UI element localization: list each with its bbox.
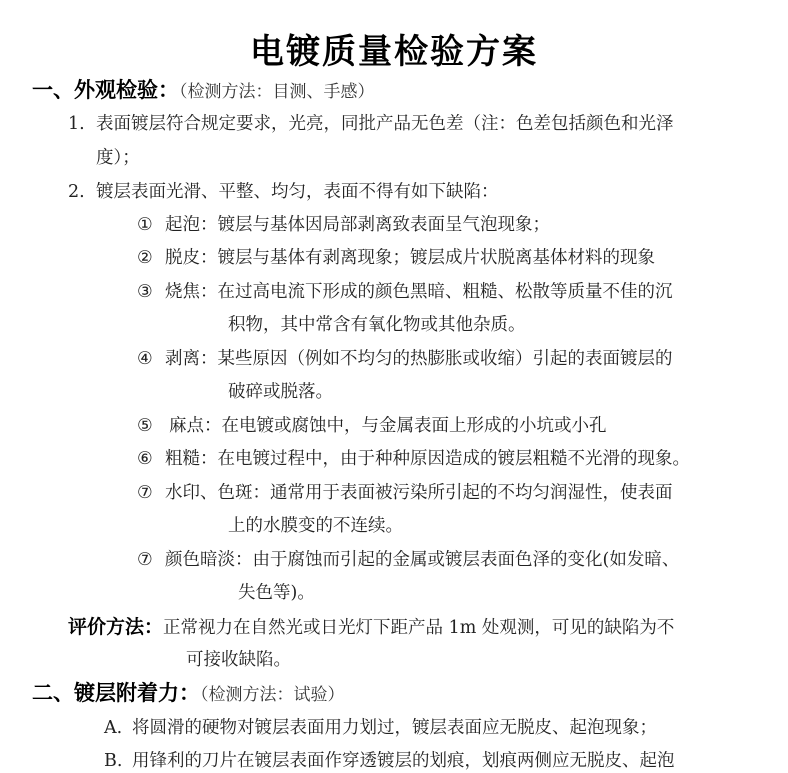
defect-item-2	[137, 246, 655, 270]
defect-item-3	[137, 280, 673, 304]
section2-heading-row	[32, 681, 345, 707]
defect-marker: ①	[137, 215, 153, 235]
defect-item-1	[137, 213, 550, 237]
defect-item-4-cont: 破碎或脱落。	[228, 382, 333, 402]
section1-heading-row	[32, 78, 375, 104]
defect-marker: ⑦	[137, 483, 153, 503]
defect-desc: 在过高电流下形成的颜色黑暗、粗糙、松散等质量不佳的沉	[217, 282, 673, 302]
item-text: 用锋利的刀片在镀层表面作穿透镀层的划痕，划痕两侧应无脱皮、起泡	[132, 751, 675, 771]
defect-name: 起泡：	[165, 215, 218, 235]
document-title: 电镀质量检验方案	[250, 32, 538, 72]
section2-method: （检测方法：试验）	[200, 685, 345, 705]
item-letter: A.	[104, 718, 123, 738]
defect-item-8	[137, 548, 679, 572]
defect-desc: 通常用于表面被污染所引起的不均匀润湿性，使表面	[270, 483, 673, 503]
defect-item-4	[137, 347, 673, 371]
item-letter: B.	[104, 751, 123, 771]
defect-marker: ⑤	[137, 416, 153, 436]
defect-item-7-cont: 上的水膜变的不连续。	[228, 516, 403, 536]
defect-name: 颜色暗淡：	[165, 550, 253, 570]
item-text: 将圆滑的硬物对镀层表面用力划过，镀层表面应无脱皮、起泡现象；	[132, 718, 657, 738]
item-number: 1.	[68, 114, 85, 134]
defect-name: 剥离：	[165, 349, 218, 369]
defect-item-7	[137, 481, 673, 505]
defect-name: 水印、色斑：	[165, 483, 270, 503]
section2-item-b	[104, 749, 675, 773]
defect-item-8-cont: 失色等)。	[238, 583, 315, 603]
defect-item-5	[137, 414, 607, 438]
evaluation-label: 评价方法：	[68, 616, 164, 638]
section1-item-1-cont: 度）；	[96, 148, 140, 168]
defect-desc: 镀层与基体因局部剥离致表面呈气泡现象；	[217, 215, 550, 235]
defect-marker: ④	[137, 349, 153, 369]
item-text: 镀层表面光滑、平整、均匀，表面不得有如下缺陷：	[96, 182, 499, 202]
defect-item-6	[137, 447, 690, 471]
evaluation-cont: 可接收缺陷。	[186, 650, 291, 670]
defect-marker: ⑥	[137, 449, 153, 469]
defect-desc: 某些原因（例如不均匀的热膨胀或收缩）引起的表面镀层的	[217, 349, 673, 369]
evaluation-text: 正常视力在自然光或日光灯下距产品 1m 处观测，可见的缺陷为不	[163, 618, 675, 638]
defect-desc: 镀层与基体有剥离现象；镀层成片状脱离基体材料的现象	[217, 248, 655, 268]
section1-heading: 一、外观检验：	[32, 78, 179, 102]
defect-desc: 在电镀或腐蚀中，与金属表面上形成的小坑或小孔	[221, 416, 607, 436]
section1-method: （检测方法：目测、手感）	[179, 82, 375, 102]
defect-marker: ⑦	[137, 550, 153, 570]
defect-name: 脱皮：	[165, 248, 218, 268]
defect-item-3-cont: 积物，其中常含有氧化物或其他杂质。	[228, 315, 526, 335]
evaluation-row	[68, 615, 674, 640]
defect-marker: ③	[137, 282, 153, 302]
defect-name: 粗糙：	[165, 449, 218, 469]
defect-desc: 由于腐蚀而引起的金属或镀层表面色泽的变化(如发暗、	[252, 550, 680, 570]
section1-item-2	[68, 180, 499, 204]
section2-heading: 二、镀层附着力：	[32, 681, 200, 705]
item-text: 表面镀层符合规定要求，光亮，同批产品无色差（注：色差包括颜色和光泽	[96, 114, 674, 134]
defect-desc: 在电镀过程中，由于种种原因造成的镀层粗糙不光滑的现象。	[217, 449, 690, 469]
defect-name: 麻点：	[169, 416, 222, 436]
item-number: 2.	[68, 182, 85, 202]
section2-item-a	[104, 716, 657, 740]
defect-marker: ②	[137, 248, 153, 268]
defect-name: 烧焦：	[165, 282, 218, 302]
section1-item-1	[68, 112, 674, 136]
